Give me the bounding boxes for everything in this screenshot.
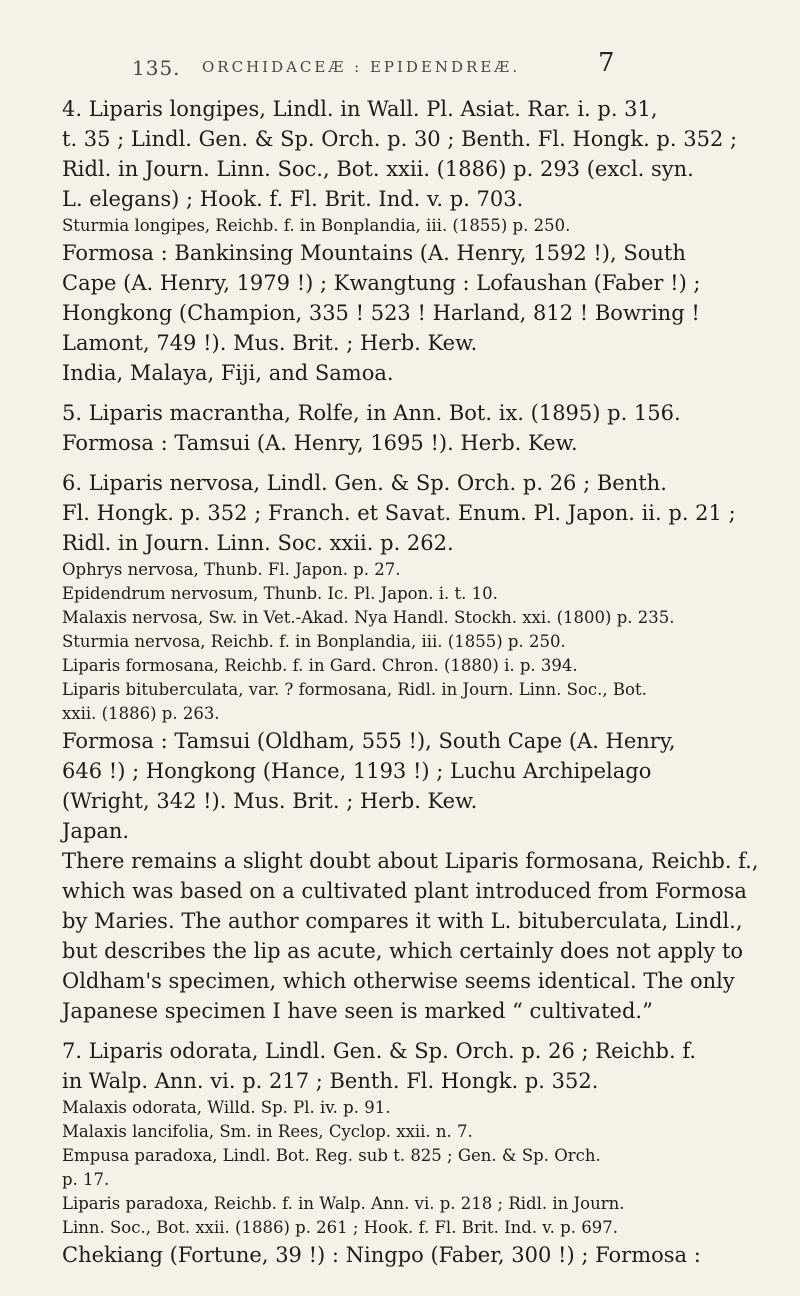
synonym-list — [62, 558, 752, 726]
running-title: ORCHIDACEÆ : EPIDENDREÆ. — [202, 58, 521, 76]
species-entry-liparis-odorata — [62, 1036, 752, 1270]
note-line: which was based on a cultivated plant introduced from Formosa — [62, 879, 747, 903]
text-line: 5. Liparis macrantha, Rolfe, in Ann. Bot. ix. (1895) p. 156. — [62, 401, 681, 425]
text-line: 6. Liparis nervosa, Lindl. Gen. & Sp. Orch. p. 26 ; Benth. — [62, 471, 667, 495]
synonym-line: Malaxis lancifolia, Sm. in Rees, Cyclop. xxii. n. 7. — [62, 1122, 473, 1141]
text-body — [62, 94, 759, 1280]
synonym-list — [62, 214, 752, 238]
species-entry-liparis-macrantha — [62, 398, 752, 458]
synonym-line: Ophrys nervosa, Thunb. Fl. Japon. p. 27. — [62, 560, 401, 579]
distribution-line: Formosa : Tamsui (Oldham, 555 !), South Cape (A. Henry, — [62, 729, 676, 753]
species-entry-liparis-nervosa — [62, 468, 759, 1026]
text-line: Ridl. in Journ. Linn. Soc. xxii. p. 262. — [62, 531, 454, 555]
text-line: in Walp. Ann. vi. p. 217 ; Benth. Fl. Hongk. p. 352. — [62, 1069, 599, 1093]
synonym-line: Sturmia nervosa, Reichb. f. in Bonplandia, iii. (1855) p. 250. — [62, 632, 566, 651]
text-line: 7. Liparis odorata, Lindl. Gen. & Sp. Orch. p. 26 ; Reichb. f. — [62, 1039, 697, 1063]
distribution-line: (Wright, 342 !). Mus. Brit. ; Herb. Kew. — [62, 789, 478, 813]
text-line: 4. Liparis longipes, Lindl. in Wall. Pl. Asiat. Rar. i. p. 31, — [62, 97, 658, 121]
synonym-line: Linn. Soc., Bot. xxii. (1886) p. 261 ; Hook. f. Fl. Brit. Ind. v. p. 697. — [62, 1218, 618, 1237]
distribution-line: Cape (A. Henry, 1979 !) ; Kwangtung : Lofaushan (Faber !) ; — [62, 271, 701, 295]
synonym-list — [62, 1096, 752, 1240]
page-number: 135. — [132, 56, 181, 80]
distribution-line: Lamont, 749 !). Mus. Brit. ; Herb. Kew. — [62, 331, 478, 355]
running-header — [132, 48, 652, 88]
text-line: Formosa : Tamsui (A. Henry, 1695 !). Herb. Kew. — [62, 431, 578, 455]
text-line: Ridl. in Journ. Linn. Soc., Bot. xxii. (1886) p. 293 (excl. syn. — [62, 157, 694, 181]
synonym-line: Liparis bituberculata, var. ? formosana, Ridl. in Journ. Linn. Soc., Bot. — [62, 680, 647, 699]
note-line: but describes the lip as acute, which certainly does not apply to — [62, 939, 744, 963]
synonym-line: Epidendrum nervosum, Thunb. Ic. Pl. Japon. i. t. 10. — [62, 584, 498, 603]
distribution-line: Chekiang (Fortune, 39 !) : Ningpo (Faber, 300 !) ; Formosa : — [62, 1243, 701, 1267]
synonym-line: p. 17. — [62, 1170, 110, 1189]
note-line: by Maries. The author compares it with L. bituberculata, Lindl., — [62, 909, 743, 933]
note-line: There remains a slight doubt about Liparis formosana, Reichb. f., — [62, 849, 759, 873]
text-line: L. elegans) ; Hook. f. Fl. Brit. Ind. v. p. 703. — [62, 187, 524, 211]
synonym-line: Malaxis nervosa, Sw. in Vet.-Akad. Nya Handl. Stockh. xxi. (1800) p. 235. — [62, 608, 675, 627]
synonym-line: xxii. (1886) p. 263. — [62, 704, 220, 723]
distribution-line: India, Malaya, Fiji, and Samoa. — [62, 361, 394, 385]
distribution-line: Hongkong (Champion, 335 ! 523 ! Harland, 812 ! Bowring ! — [62, 301, 700, 325]
note-line: Japanese specimen I have seen is marked “ cultivated.” — [62, 999, 653, 1023]
synonym-line: Empusa paradoxa, Lindl. Bot. Reg. sub t. 825 ; Gen. & Sp. Orch. — [62, 1146, 601, 1165]
note-line: Oldham's specimen, which otherwise seems identical. The only — [62, 969, 735, 993]
distribution-line: Formosa : Bankinsing Mountains (A. Henry, 1592 !), South — [62, 241, 686, 265]
synonym-line: Liparis paradoxa, Reichb. f. in Walp. Ann. vi. p. 218 ; Ridl. in Journ. — [62, 1194, 625, 1213]
folio-number: 7 — [598, 48, 615, 78]
text-line: t. 35 ; Lindl. Gen. & Sp. Orch. p. 30 ; Benth. Fl. Hongk. p. 352 ; — [62, 127, 738, 151]
synonym-line: Malaxis odorata, Willd. Sp. Pl. iv. p. 91. — [62, 1098, 391, 1117]
species-entry-liparis-longipes — [62, 94, 752, 388]
text-line: Fl. Hongk. p. 352 ; Franch. et Savat. Enum. Pl. Japon. ii. p. 21 ; — [62, 501, 736, 525]
synonym-line: Sturmia longipes, Reichb. f. in Bonplandia, iii. (1855) p. 250. — [62, 216, 571, 235]
distribution-line: Japan. — [62, 819, 130, 843]
synonym-line: Liparis formosana, Reichb. f. in Gard. Chron. (1880) i. p. 394. — [62, 656, 578, 675]
distribution-line: 646 !) ; Hongkong (Hance, 1193 !) ; Luchu Archipelago — [62, 759, 652, 783]
